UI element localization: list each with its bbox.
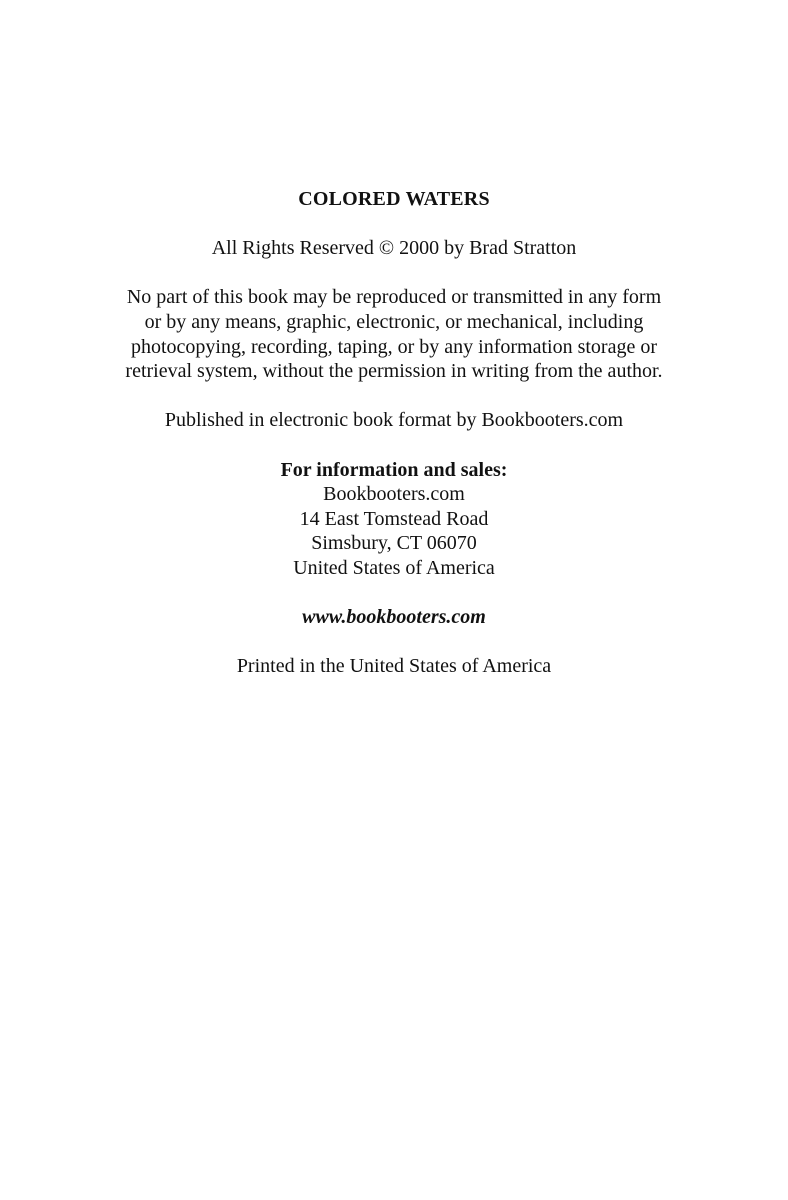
sales-address-line: 14 East Tomstead Road: [299, 507, 489, 530]
sales-info: [0, 458, 788, 581]
rights-notice: [0, 285, 788, 383]
sales-address-line: Bookbooters.com: [323, 483, 465, 506]
rights-notice-line: or by any means, graphic, electronic, or mechanical, including: [144, 310, 644, 333]
copyright-line: All Rights Reserved © 2000 by Brad Stratton: [211, 237, 577, 260]
rights-notice-line: photocopying, recording, taping, or by any information storage or: [131, 335, 657, 358]
sales-address-line: United States of America: [293, 556, 495, 579]
rights-notice-line: No part of this book may be reproduced or transmitted in any form: [126, 286, 662, 309]
printed-line: Printed in the United States of America: [236, 655, 552, 678]
website-url: www.bookbooters.com: [302, 606, 486, 629]
sales-address-line: Simsbury, CT 06070: [311, 532, 477, 555]
sales-heading: For information and sales:: [280, 458, 508, 481]
publisher-line: Published in electronic book format by Bookbooters.com: [164, 409, 624, 432]
book-title: COLORED WATERS: [298, 188, 490, 210]
rights-notice-line: retrieval system, without the permission in writing from the author.: [125, 360, 663, 383]
